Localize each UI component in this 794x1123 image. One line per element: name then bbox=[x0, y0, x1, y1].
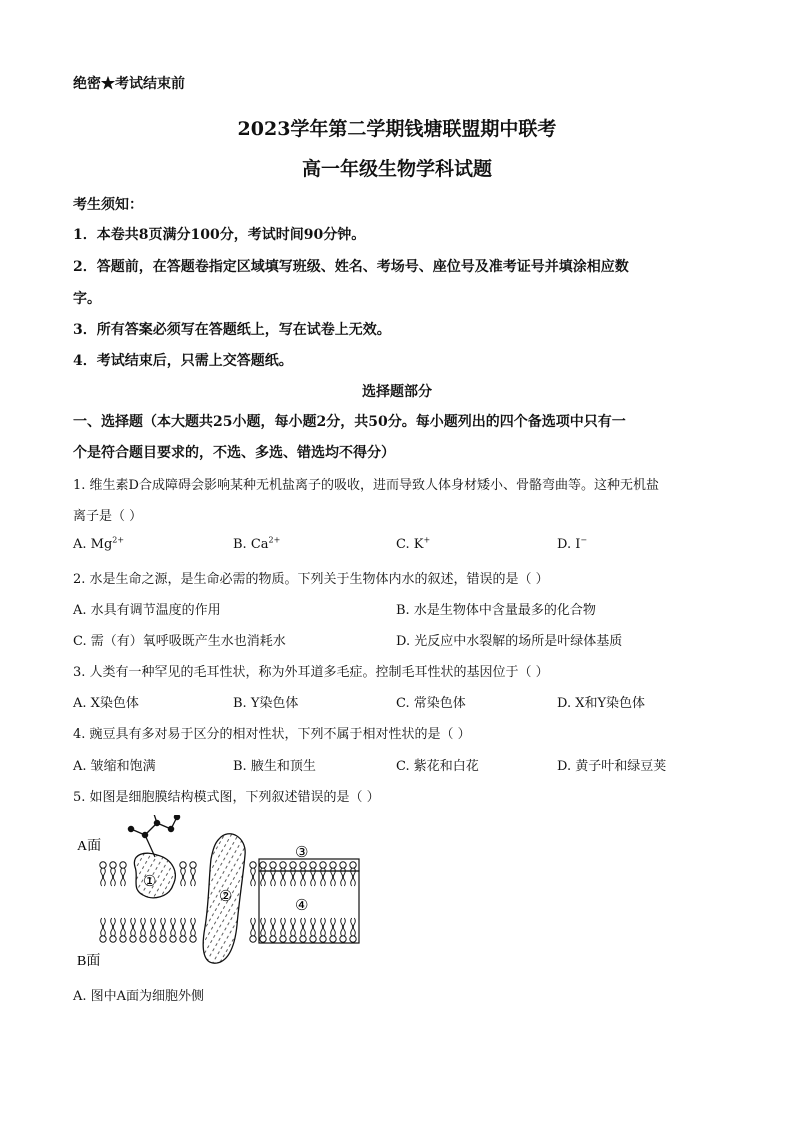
phospholipid-top bbox=[340, 862, 346, 886]
option-a: A. 皱缩和饱满 bbox=[73, 759, 156, 774]
option-b: B. Y染色体 bbox=[233, 696, 299, 711]
notes-item: 3．所有答案必须写在答题纸上，写在试卷上无效。 bbox=[73, 322, 391, 338]
option-b: B. $Ca^{2+}$ bbox=[233, 535, 281, 552]
phospholipid-top bbox=[300, 862, 306, 886]
phospholipid-top bbox=[310, 862, 316, 886]
phospholipid-bottom bbox=[190, 918, 196, 942]
phospholipid-top bbox=[270, 862, 276, 886]
phospholipid-top bbox=[350, 862, 356, 886]
phospholipid-top bbox=[250, 862, 256, 886]
phospholipid-top bbox=[180, 862, 186, 886]
option-b: B. 水是生物体中含量最多的化合物 bbox=[396, 603, 596, 618]
phospholipid-top bbox=[190, 862, 196, 886]
phospholipid-bottom bbox=[110, 918, 116, 942]
question-stem: 2. 水是生命之源，是生命必需的物质。下列关于生物体内水的叙述，错误的是（ ） bbox=[73, 572, 549, 587]
phospholipid-bottom bbox=[130, 918, 136, 942]
secrecy-label: 绝密★考试结束前 bbox=[73, 76, 185, 92]
phospholipid-top bbox=[100, 862, 106, 886]
option-a: A. 图中A面为细胞外侧 bbox=[73, 989, 205, 1004]
glycoprotein-chain bbox=[128, 815, 179, 857]
question-stem: 1. 维生素D合成障碍会影响某种无机盐离子的吸收，进而导致人体身材矮小、骨骼弯曲等。这种无机盐 bbox=[73, 478, 659, 493]
phospholipid-bottom bbox=[160, 918, 166, 942]
phospholipid-bottom bbox=[350, 918, 356, 942]
option-a: A. X染色体 bbox=[73, 696, 139, 711]
phospholipid-bottom bbox=[310, 918, 316, 942]
exam-subtitle: 高一年级生物学科试题 bbox=[301, 158, 492, 180]
option-b: B. 腋生和顶生 bbox=[233, 759, 316, 774]
section-instruction: 一、选择题（本大题共25小题，每小题2分，共50分。每小题列出的四个备选项中只有一 bbox=[73, 414, 626, 430]
phospholipid-bottom bbox=[290, 918, 296, 942]
section-instruction: 个是符合题目要求的，不选、多选、错选均不得分） bbox=[73, 445, 395, 461]
notes-item: 2．答题前，在答题卷指定区域填写班级、姓名、考场号、座位号及准考证号并填涂相应数 bbox=[73, 259, 629, 275]
question-stem: 4. 豌豆具有多对易于区分的相对性状，下列不属于相对性状的是（ ） bbox=[73, 727, 471, 742]
phospholipid-bottom bbox=[260, 918, 266, 942]
phospholipid-bottom bbox=[120, 918, 126, 942]
phospholipid-top bbox=[290, 862, 296, 886]
phospholipid-top bbox=[260, 862, 266, 886]
phospholipid-top bbox=[110, 862, 116, 886]
marker-2: ② bbox=[219, 887, 233, 905]
phospholipid-top bbox=[330, 862, 336, 886]
phospholipid-bottom bbox=[300, 918, 306, 942]
phospholipid-bottom bbox=[100, 918, 106, 942]
option-c: C. 紫花和白花 bbox=[396, 759, 479, 774]
notes-heading: 考生须知： bbox=[73, 197, 143, 213]
label-a-side: A面 bbox=[77, 839, 102, 854]
notes-item: 4．考试结束后，只需上交答题纸。 bbox=[73, 353, 293, 369]
phospholipid-bottom bbox=[250, 918, 256, 942]
marker-4: ④ bbox=[295, 896, 309, 914]
cell-membrane-diagram bbox=[73, 815, 373, 975]
phospholipid-bottom bbox=[270, 918, 276, 942]
section-title: 选择题部分 bbox=[362, 384, 432, 400]
option-d: D. 黄子叶和绿豆荚 bbox=[557, 759, 667, 774]
phospholipid-bottom bbox=[330, 918, 336, 942]
option-c: C. 需（有）氧呼吸既产生水也消耗水 bbox=[73, 634, 286, 649]
phospholipid-bottom bbox=[150, 918, 156, 942]
phospholipid-bottom bbox=[340, 918, 346, 942]
exam-title: 2023学年第二学期钱塘联盟期中联考 bbox=[237, 118, 557, 140]
question-stem: 5. 如图是细胞膜结构模式图，下列叙述错误的是（ ） bbox=[73, 790, 380, 805]
phospholipid-bottom bbox=[180, 918, 186, 942]
phospholipid-bottom bbox=[280, 918, 286, 942]
channel-protein-4 bbox=[259, 871, 359, 943]
phospholipid-top bbox=[280, 862, 286, 886]
question-stem: 离子是（ ） bbox=[73, 509, 143, 524]
phospholipid-top bbox=[120, 862, 126, 886]
option-d: D. I− bbox=[557, 535, 588, 552]
option-c: C. 常染色体 bbox=[396, 696, 466, 711]
marker-1: ① bbox=[143, 872, 157, 890]
phospholipid-top bbox=[320, 862, 326, 886]
marker-3: ③ bbox=[295, 843, 309, 861]
phospholipid-bottom bbox=[320, 918, 326, 942]
option-c: C. K+ bbox=[396, 535, 431, 552]
label-b-side: B面 bbox=[77, 954, 101, 969]
phospholipid-bottom bbox=[140, 918, 146, 942]
option-a: A. $Mg^{2+}$ bbox=[73, 535, 125, 552]
option-d: D. 光反应中水裂解的场所是叶绿体基质 bbox=[396, 634, 623, 649]
phospholipid-bottom bbox=[170, 918, 176, 942]
option-d: D. X和Y染色体 bbox=[557, 696, 646, 711]
question-stem: 3. 人类有一种罕见的毛耳性状，称为外耳道多毛症。控制毛耳性状的基因位于（ ） bbox=[73, 665, 549, 680]
notes-item: 字。 bbox=[73, 291, 101, 307]
notes-item: 1．本卷共8页满分100分，考试时间90分钟。 bbox=[73, 227, 366, 243]
option-a: A. 水具有调节温度的作用 bbox=[73, 603, 221, 618]
